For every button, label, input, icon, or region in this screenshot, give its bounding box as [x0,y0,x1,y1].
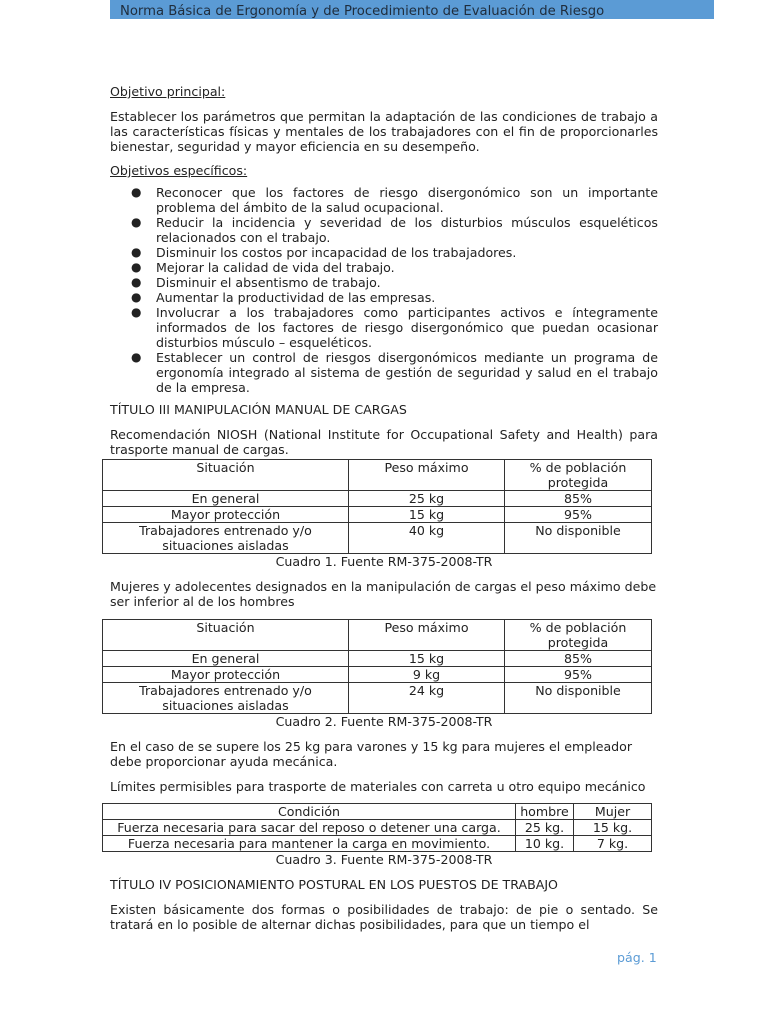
column-header: Mujer [574,804,652,820]
cuadro-3-table [102,803,652,852]
supere-paragraph: En el caso de se supere los 25 kg para varones y 15 kg para mujeres el empleador debe proporcionar ayuda mecánica. [110,739,633,769]
mujeres-paragraph: Mujeres y adolecentes designados en la manipulación de cargas el peso máximo debe ser inferior al de los hombres [110,579,657,609]
table-cell: Fuerza necesaria para sacar del reposo o detener una carga. [103,820,516,836]
table-cell: Fuerza necesaria para mantener la carga en movimiento. [103,836,516,852]
column-header: Peso máximo [349,620,505,651]
bullet-icon: ● [131,290,142,304]
cuadro-2-caption: Cuadro 2. Fuente RM-375-2008-TR [275,714,493,729]
column-header: Peso máximo [349,460,505,491]
table-cell: En general [103,651,349,667]
column-header: % de población protegida [505,620,652,651]
table-cell: 40 kg [349,523,505,554]
table-row [103,836,652,852]
column-header: % de población protegida [505,460,652,491]
table-cell: No disponible [505,523,652,554]
table-header-row [103,804,652,820]
objetivos-especificos-heading: Objetivos específicos: [110,163,248,178]
cuadro-1-table [102,459,652,554]
column-header: Situación [103,620,349,651]
titulo-iii-heading: TÍTULO III MANIPULACIÓN MANUAL DE CARGAS [110,402,407,417]
cuadro-1-caption: Cuadro 1. Fuente RM-375-2008-TR [275,554,493,569]
table-cell: No disponible [505,683,652,714]
list-item: ● Disminuir los costos por incapacidad de los trabajadores. [131,245,517,260]
bullet-icon: ● [131,260,142,274]
table-row [103,820,652,836]
table-cell: 85% [505,651,652,667]
table-cell: 15 kg [349,507,505,523]
table-cell: 95% [505,507,652,523]
table-cell: 25 kg. [516,820,574,836]
bullet-icon: ● [131,215,142,229]
table-cell: En general [103,491,349,507]
list-item: ● Disminuir el absentismo de trabajo. [131,275,381,290]
document-title: Norma Básica de Ergonomía y de Procedimiento de Evaluación de Riesgo [120,4,605,19]
niosh-paragraph: Recomendación NIOSH (National Institute for Occupational Safety and Health) para trasporte manual de cargas. [110,427,658,457]
table-cell: Trabajadores entrenado y/o situaciones aisladas [103,683,349,714]
table-row [103,491,652,507]
bullet-icon: ● [131,350,142,364]
table-cell: 15 kg [349,651,505,667]
header-bar [110,0,714,19]
table-cell: 9 kg [349,667,505,683]
objetivo-principal-text: Establecer los parámetros que permitan la adaptación de las condiciones de trabajo a las características físicas y mentales de los trabajadores con el fin de proporcionarles bienestar, seguridad y mayor eficiencia en su desempeño. [110,109,658,154]
bullet-icon: ● [131,185,142,199]
table-cell: 25 kg [349,491,505,507]
bullet-icon: ● [131,245,142,259]
table-cell: 95% [505,667,652,683]
page-number: pág. 1 [617,950,657,965]
column-header: hombre [516,804,574,820]
table-cell: 7 kg. [574,836,652,852]
table-cell: 15 kg. [574,820,652,836]
cuadro-3-caption: Cuadro 3. Fuente RM-375-2008-TR [275,852,493,867]
table-cell: Mayor protección [103,507,349,523]
limites-paragraph: Límites permisibles para trasporte de materiales con carreta u otro equipo mecánico [110,779,646,794]
bullet-icon: ● [131,275,142,289]
table-header-row [103,620,652,651]
column-header: Situación [103,460,349,491]
list-item: ● Mejorar la calidad de vida del trabajo. [131,260,395,275]
table-row [103,683,652,714]
list-item: ● Reconocer que los factores de riesgo disergonómico son un importante problema del ámbito de la salud ocupacional. [131,185,658,215]
bullet-icon: ● [131,305,142,319]
table-cell: 24 kg [349,683,505,714]
list-item: ● Involucrar a los trabajadores como participantes activos e íntegramente informados de los factores de riesgo disergonómico que puedan ocasionar disturbios músculo – esqueléticos. [131,305,658,350]
table-cell: Mayor protección [103,667,349,683]
table-cell: 10 kg. [516,836,574,852]
objetivo-principal-heading: Objetivo principal: [110,84,226,99]
list-item: ● Reducir la incidencia y severidad de los disturbios músculos esqueléticos relacionados con el trabajo. [131,215,658,245]
table-cell: 85% [505,491,652,507]
table-row [103,651,652,667]
objetivos-especificos-list [110,185,658,395]
table-cell: Trabajadores entrenado y/o situaciones aisladas [103,523,349,554]
posturas-paragraph: Existen básicamente dos formas o posibilidades de trabajo: de pie o sentado. Se tratará en lo posible de alternar dichas posibilidades, para que un tiempo el [110,902,658,932]
table-header-row [103,460,652,491]
document-body [110,84,658,932]
cuadro-2-table [102,619,652,714]
list-item: ● Establecer un control de riesgos disergonómicos mediante un programa de ergonomía integrado al sistema de gestión de seguridad y salud en el trabajo de la empresa. [131,350,658,395]
column-header: Condición [103,804,516,820]
table-row [103,667,652,683]
table-row [103,507,652,523]
titulo-iv-heading: TÍTULO IV POSICIONAMIENTO POSTURAL EN LOS PUESTOS DE TRABAJO [110,877,558,892]
list-item: ● Aumentar la productividad de las empresas. [131,290,436,305]
table-row [103,523,652,554]
